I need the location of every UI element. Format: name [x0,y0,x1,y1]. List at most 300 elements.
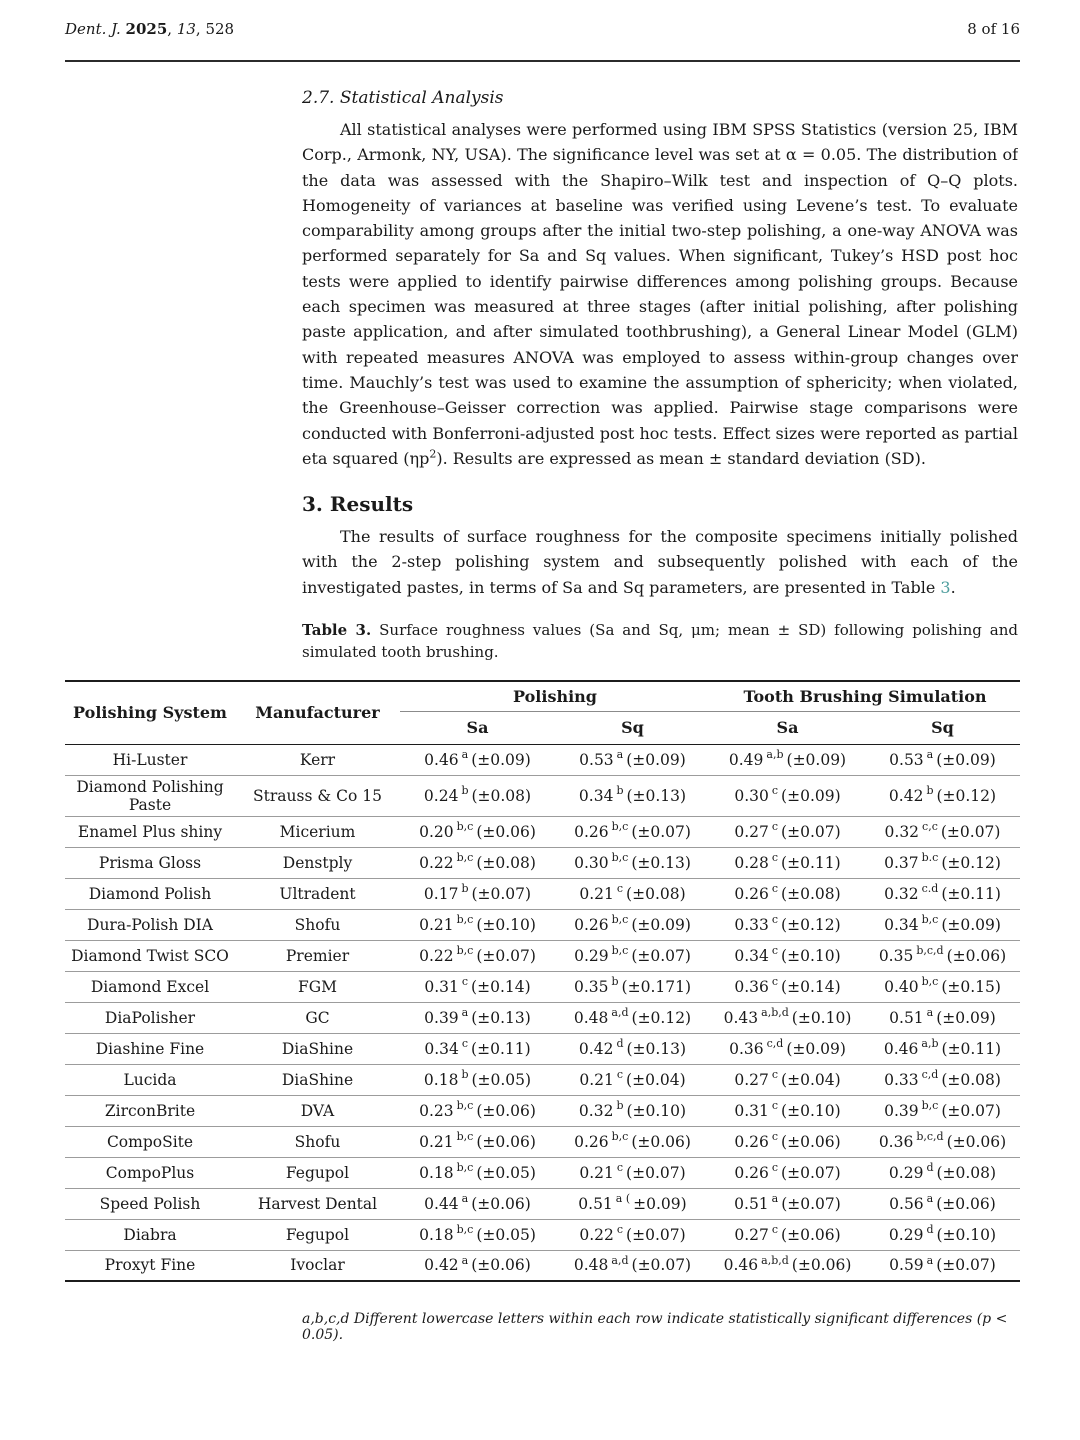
polishing-system-cell: Diamond Twist SCO [65,940,235,971]
sd-value: (±0.12) [781,915,841,934]
journal-year: 2025 [125,20,168,38]
mean-value: 0.39 [884,1101,919,1120]
polishing-system-cell: Diabra [65,1219,235,1250]
roughness-value-cell [710,1157,865,1188]
roughness-value-cell [555,1219,710,1250]
roughness-value-cell [710,744,865,775]
mean-value: 0.43 [723,1008,759,1027]
table-footnote: a,b,c,d Different lowercase letters within each row indicate statistically significant differences (p < 0.05). [302,1311,1008,1343]
journal-article-number: , 528 [195,20,235,38]
roughness-value-cell [400,878,555,909]
roughness-value-cell [400,1126,555,1157]
mean-value: 0.32 [578,1101,614,1120]
sd-value: (±0.171) [621,977,692,996]
sd-value: (±0.07) [471,884,532,903]
mean-value: 0.26 [574,915,609,934]
table-row [65,1095,1020,1126]
mean-value: 0.36 [734,977,769,996]
sd-value: (±0.09) [786,750,847,769]
mean-value: 0.53 [579,750,614,769]
significance-superscript: b,c,d [916,944,944,958]
sd-value: (±0.11) [781,853,841,872]
sd-value: (±0.05) [476,1225,536,1244]
mean-value: 0.26 [734,884,769,903]
roughness-value-cell [865,847,1020,878]
table-row [65,1157,1020,1188]
mean-value: 0.26 [734,1163,769,1182]
significance-superscript: b,c [611,1130,629,1144]
significance-superscript: b,c,d [916,1130,944,1144]
roughness-value-cell [555,909,710,940]
mean-value: 0.34 [424,1039,459,1058]
roughness-value-cell [865,909,1020,940]
section-heading-statistical-analysis: 2.7. Statistical Analysis [302,88,504,108]
journal-abbrev: Dent. J. [65,20,126,38]
roughness-value-cell [865,940,1020,971]
mean-value: 0.31 [734,1101,769,1120]
journal-volume: 13 [176,20,196,38]
roughness-value-cell [865,971,1020,1002]
roughness-value-cell [400,1095,555,1126]
manufacturer-cell: Shofu [235,1126,400,1157]
sd-value: (±0.04) [781,1070,841,1089]
roughness-value-cell [555,1095,710,1126]
significance-superscript: a [926,1006,934,1020]
roughness-value-cell [400,940,555,971]
sd-value: (±0.07) [626,1163,686,1182]
significance-superscript: a [461,748,469,762]
roughness-value-cell [400,775,555,816]
sd-value: (±0.07) [476,946,536,965]
significance-superscript: b,c [611,944,629,958]
roughness-value-cell [710,1064,865,1095]
mean-value: 0.40 [884,977,919,996]
significance-superscript: c [461,975,469,989]
mean-value: 0.51 [734,1194,769,1213]
roughness-value-cell [400,1188,555,1219]
mean-value: 0.21 [419,1132,454,1151]
sd-value: (±0.07) [936,1256,996,1275]
roughness-value-cell [555,1002,710,1033]
manufacturer-cell: Ivoclar [235,1250,400,1281]
significance-superscript: c [771,784,779,798]
mean-value: 0.42 [888,786,924,805]
statistical-analysis-paragraph: All statistical analyses were performed using IBM SPSS Statistics (version 25, IBM Corp., Armonk, NY, USA). The significance level was set at α = 0.05. The distribution of the data was assessed with the Shapiro–Wilk test and inspection of Q–Q plots. Homogeneity of variances at baseline was verified using Levene’s test. To evaluate comparability among groups after the initial two-step polishing, a one-way ANOVA was performed separately for Sa and Sq values. When significant, Tukey’s HSD post hoc tests were applied to identify pairwise differences among polishing groups. Because each specimen was measured at three stages (after initial polishing, after polishing paste application, and after simulated toothbrushing), a General Linear Model (GLM) with repeated measures ANOVA was employed to assess within-group changes over time. Mauchly’s test was used to examine the assumption of sphericity; when violated, the Greenhouse–Geisser correction was applied. Pairwise stage comparisons were conducted with Bonferroni-adjusted post hoc tests. Effect sizes were reported as partial eta squared $(\eta p^2)$. Results are expressed as mean ± standard deviation (SD). [302,120,1018,468]
significance-superscript: b [461,882,469,896]
sd-value: (±0.06) [476,1101,536,1120]
significance-superscript: c,d [766,1037,784,1051]
roughness-value-cell [400,1033,555,1064]
polishing-system-cell: Prisma Gloss [65,847,235,878]
mean-value: 0.22 [579,1225,614,1244]
sd-value: (±0.10) [936,1225,997,1244]
roughness-value-cell [710,1188,865,1219]
manufacturer-cell: GC [235,1002,400,1033]
sd-value: (±0.08) [476,853,536,872]
mean-value: 0.22 [419,946,454,965]
roughness-value-cell [400,1064,555,1095]
page-number: 8 of 16 [967,20,1020,38]
mean-value: 0.51 [578,1194,613,1213]
mean-value: 0.46 [883,1039,919,1058]
roughness-value-cell [555,1033,710,1064]
table-caption-label: Table 3. [302,621,372,639]
significance-superscript: b,c [456,944,474,958]
significance-superscript: b [616,784,624,798]
significance-superscript: a [926,1254,934,1268]
sd-value: (±0.06) [631,1132,691,1151]
polishing-system-cell: Dura-Polish DIA [65,909,235,940]
table-row [65,775,1020,816]
table-row [65,1033,1020,1064]
significance-superscript: c [771,913,779,927]
roughness-value-cell [710,1002,865,1033]
sd-value: (±0.07) [631,946,691,965]
roughness-value-cell [400,1002,555,1033]
subheader-brushing-sa: Sa [710,711,865,744]
mean-value: 0.53 [889,750,924,769]
roughness-value-cell [865,1064,1020,1095]
significance-superscript: c [771,820,779,834]
mean-value: 0.59 [889,1256,924,1275]
significance-superscript: d [926,1223,934,1237]
significance-superscript: b [461,1068,469,1082]
roughness-value-cell [710,847,865,878]
significance-superscript: a,d [611,1006,629,1020]
sd-value: (±0.10) [781,946,841,965]
polishing-system-cell: CompoSite [65,1126,235,1157]
mean-value: 0.22 [419,853,454,872]
roughness-value-cell [555,878,710,909]
manufacturer-cell: Strauss & Co 15 [235,775,400,816]
polishing-system-cell: Lucida [65,1064,235,1095]
journal-citation: Dent. J. 2025, 13, 528 [65,20,235,38]
mean-value: 0.36 [729,1039,764,1058]
roughness-value-cell [400,816,555,847]
sd-value: (±0.05) [471,1070,532,1089]
mean-value: 0.31 [424,977,459,996]
sd-value: (±0.12) [631,1008,692,1027]
sd-value: (±0.13) [626,1039,687,1058]
roughness-value-cell [710,971,865,1002]
significance-superscript: b,c [921,975,939,989]
significance-superscript: b.c [921,851,939,865]
eta-squared-superscript: 2 [429,447,437,461]
polishing-system-cell: CompoPlus [65,1157,235,1188]
mean-value: 0.51 [889,1008,924,1027]
significance-superscript: c,d [921,1068,939,1082]
significance-superscript: b,c [921,1099,939,1113]
results-paragraph: The results of surface roughness for the composite specimens initially polished with the 2-step polishing system and subsequently polished with each of the investigated pastes, in terms of Sa and Sq parameters, are presented in Table 3. [302,527,1018,597]
manufacturer-cell: Kerr [299,750,336,769]
significance-superscript: c [771,851,779,865]
roughness-value-cell [865,1033,1020,1064]
section-heading-results: 3. Results [302,492,414,516]
significance-superscript: b,c [456,851,474,865]
roughness-value-cell [400,909,555,940]
manufacturer-cell: Shofu [235,909,400,940]
roughness-value-cell [555,1126,710,1157]
sd-value: (±0.06) [946,1132,1007,1151]
table-row [65,940,1020,971]
sd-value: (±0.04) [626,1070,686,1089]
significance-superscript: b,c [456,913,474,927]
roughness-value-cell [865,1188,1020,1219]
subheader-brushing-sq: Sq [865,711,1020,744]
significance-superscript: b,c [611,820,629,834]
roughness-value-cell [710,816,865,847]
roughness-value-cell [710,1126,865,1157]
sd-value: (±0.10) [476,915,536,934]
sd-value: (±0.10) [791,1008,852,1027]
sd-value: (±0.06) [476,822,536,841]
sd-value: (±0.10) [781,1101,841,1120]
mean-value: 0.48 [573,1008,609,1027]
sd-value: (±0.14) [781,977,841,996]
mean-value: 0.36 [878,1132,914,1151]
table-row [65,1188,1020,1219]
col-header-polishing-system: Polishing System [65,681,235,744]
roughness-value-cell [555,1250,710,1281]
roughness-value-cell [865,878,1020,909]
polishing-system-cell: Speed Polish [65,1188,235,1219]
roughness-value-cell [710,909,865,940]
sd-value: (±0.05) [476,1163,536,1182]
significance-superscript: b,c [611,913,629,927]
roughness-value-cell [400,971,555,1002]
results-table [65,680,1020,1282]
significance-superscript: b [926,784,934,798]
roughness-value-cell [710,1033,865,1064]
mean-value: 0.34 [578,786,614,805]
manufacturer-cell: FGM [235,971,400,1002]
roughness-value-cell [400,1219,555,1250]
polishing-system-cell: DiaPolisher [65,1002,235,1033]
manufacturer-cell: Fegupol [235,1157,400,1188]
table-row [65,1002,1020,1033]
manufacturer-cell: Denstply [235,847,400,878]
sd-value: (±0.06) [471,1256,531,1275]
significance-superscript: d [616,1037,624,1051]
roughness-value-cell [555,940,710,971]
significance-superscript: b,c [456,1130,474,1144]
significance-superscript: d [926,1161,934,1175]
significance-superscript: a [461,1192,469,1206]
roughness-value-cell [865,744,1020,775]
significance-superscript: c [616,1068,624,1082]
roughness-value-cell [710,775,865,816]
mean-value: 0.26 [574,822,609,841]
polishing-system-cell: Enamel Plus shiny [65,816,235,847]
mean-value: 0.32 [884,822,920,841]
manufacturer-cell: DVA [235,1095,400,1126]
significance-superscript: a ( [615,1192,631,1206]
manufacturer-cell: DiaShine [235,1033,400,1064]
mean-value: 0.44 [424,1194,459,1213]
sd-value: ±0.09) [633,1194,687,1213]
sd-value: (±0.06) [791,1256,852,1275]
mean-value: 0.29 [574,946,609,965]
sd-value: (±0.08) [941,1070,1001,1089]
polishing-system-cell: Diashine Fine [65,1033,235,1064]
sd-value: (±0.09) [631,915,691,934]
roughness-value-cell [710,940,865,971]
roughness-value-cell [400,744,555,775]
significance-superscript: c.d [921,882,939,896]
significance-superscript: a,b,d [761,1006,789,1020]
significance-superscript: c [771,1068,779,1082]
significance-superscript: a [616,748,624,762]
sd-value: (±0.11) [471,1039,531,1058]
sd-value: (±0.10) [626,1101,687,1120]
roughness-value-cell [555,744,710,775]
mean-value: 0.35 [878,946,914,965]
significance-superscript: c [616,882,624,896]
sd-value: (±0.09) [936,750,996,769]
sd-value: (±0.07) [781,1194,841,1213]
mean-value: 0.18 [419,1163,454,1182]
table-group-header-row [65,681,1020,711]
sd-value: (±0.13) [631,853,691,872]
sd-value: (±0.11) [941,884,1001,903]
mean-value: 0.21 [419,915,454,934]
roughness-value-cell [555,1064,710,1095]
sd-value: (±0.07) [941,1101,1001,1120]
table-row [65,878,1020,909]
mean-value: 0.39 [424,1008,459,1027]
manufacturer-cell: Harvest Dental [235,1188,400,1219]
mean-value: 0.20 [419,822,454,841]
significance-superscript: c [616,1161,624,1175]
sd-value: (±0.06) [781,1132,841,1151]
roughness-value-cell [865,816,1020,847]
mean-value: 0.26 [574,1132,609,1151]
sd-value: (±0.06) [936,1194,996,1213]
significance-superscript: c [771,975,779,989]
significance-superscript: b,c [611,851,629,865]
polishing-system-cell: Diamond Polish [65,878,235,909]
roughness-value-cell [710,1095,865,1126]
significance-superscript: a,b,d [761,1254,789,1268]
significance-superscript: a [926,1192,934,1206]
mean-value: 0.33 [734,915,769,934]
roughness-value-cell [865,1250,1020,1281]
polishing-system-cell: Hi-Luster [112,750,188,769]
sd-value: (±0.06) [471,1194,531,1213]
mean-value: 0.46 [723,1256,759,1275]
group-header-tooth-brushing-simulation: Tooth Brushing Simulation [710,681,1020,711]
roughness-value-cell [555,816,710,847]
sd-value: (±0.07) [626,1225,686,1244]
manufacturer-cell: Premier [235,940,400,971]
mean-value: 0.30 [574,853,609,872]
table-row [65,909,1020,940]
roughness-value-cell [555,775,710,816]
manufacturer-cell: DiaShine [235,1064,400,1095]
significance-superscript: c [771,1161,779,1175]
roughness-value-cell [710,878,865,909]
mean-value: 0.42 [424,1256,459,1275]
significance-superscript: a [461,1254,469,1268]
roughness-value-cell [865,1095,1020,1126]
significance-superscript: c [771,1130,779,1144]
mean-value: 0.32 [884,884,919,903]
mean-value: 0.35 [573,977,609,996]
significance-superscript: b,c [456,1223,474,1237]
table-row [65,744,1020,775]
mean-value: 0.17 [423,884,459,903]
roughness-value-cell [555,1188,710,1219]
roughness-value-cell [400,1250,555,1281]
mean-value: 0.48 [573,1256,609,1275]
mean-value: 0.27 [734,822,769,841]
sd-value: (±0.09) [781,786,841,805]
significance-superscript: a [461,1006,469,1020]
significance-superscript: a [771,1192,779,1206]
subheader-polishing-sa: Sa [400,711,555,744]
mean-value: 0.23 [419,1101,454,1120]
significance-superscript: a,d [611,1254,629,1268]
polishing-system-cell: Diamond Excel [65,971,235,1002]
sd-value: (±0.11) [941,1039,1002,1058]
manufacturer-cell: Micerium [235,816,400,847]
roughness-value-cell [865,1002,1020,1033]
sd-value: (±0.09) [786,1039,846,1058]
table-row [65,816,1020,847]
manufacturer-cell: Ultradent [235,878,400,909]
mean-value: 0.18 [419,1225,454,1244]
group-header-polishing: Polishing [400,681,710,711]
subheader-polishing-sq: Sq [555,711,710,744]
significance-superscript: c [771,1099,779,1113]
sd-value: (±0.14) [471,977,531,996]
significance-superscript: b [611,975,619,989]
manufacturer-cell: Fegupol [235,1219,400,1250]
mean-value: 0.37 [884,853,919,872]
sd-value: (±0.07) [781,1163,841,1182]
mean-value: 0.56 [889,1194,924,1213]
mean-value: 0.29 [888,1225,924,1244]
sd-value: (±0.06) [946,946,1007,965]
roughness-value-cell [400,1157,555,1188]
sd-value: (±0.09) [941,915,1001,934]
table-caption [302,619,1018,663]
sd-value: (±0.13) [626,786,687,805]
header-rule [65,60,1020,62]
significance-superscript: b [461,784,469,798]
roughness-value-cell [865,1126,1020,1157]
mean-value: 0.21 [579,884,614,903]
significance-superscript: c [461,1037,469,1051]
significance-superscript: b,c [456,1161,474,1175]
significance-superscript: c [616,1223,624,1237]
significance-superscript: b,c [456,820,474,834]
table-3-link[interactable]: 3 [940,577,951,597]
mean-value: 0.18 [423,1070,459,1089]
polishing-system-cell: Diamond Polishing Paste [65,775,235,816]
mean-value: 0.34 [884,915,919,934]
mean-value: 0.29 [888,1163,924,1182]
table-row [65,971,1020,1002]
sd-value: (±0.07) [781,822,841,841]
roughness-value-cell [710,1250,865,1281]
table-caption-text: Surface roughness values (Sa and Sq, μm; mean ± SD) following polishing and simulated tooth brushing. [302,621,1018,661]
table-row [65,1126,1020,1157]
mean-value: 0.42 [578,1039,614,1058]
mean-value: 0.34 [734,946,769,965]
sd-value: (±0.12) [936,786,997,805]
sd-value: (±0.13) [471,1008,531,1027]
